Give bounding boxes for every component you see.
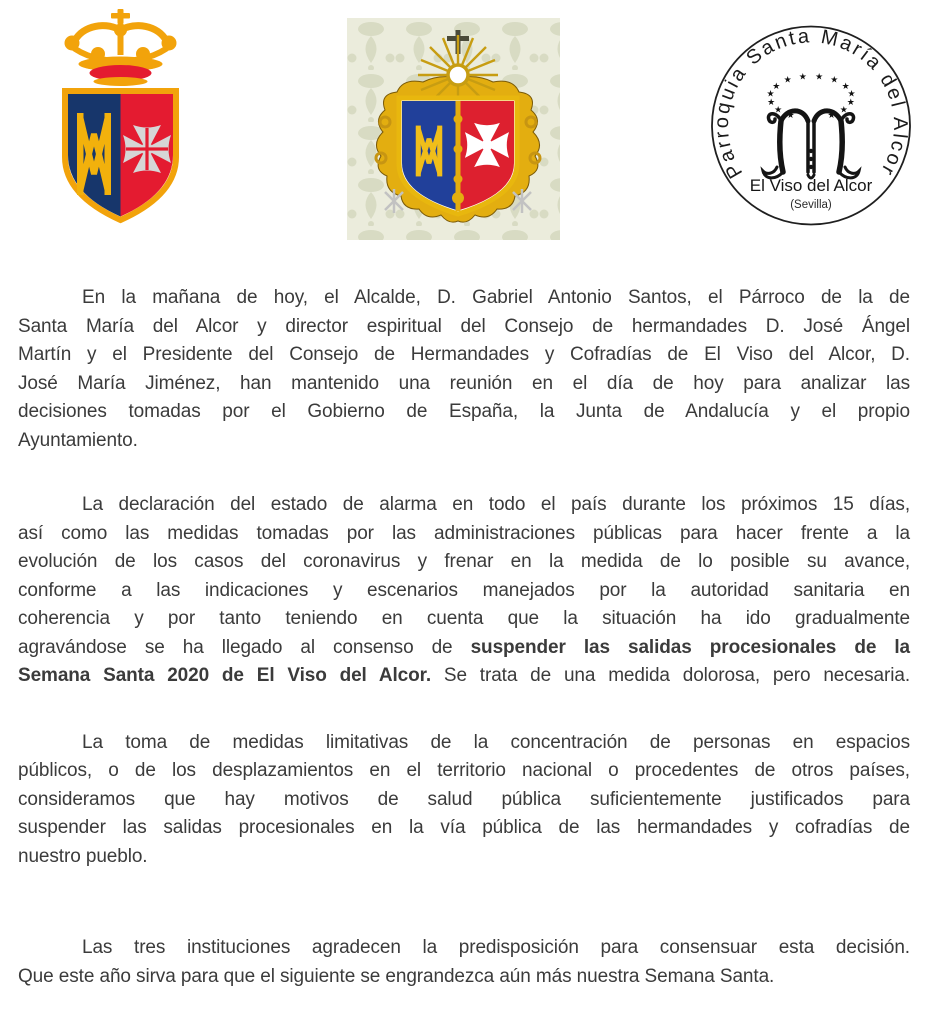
text-line [18,577,910,606]
text-segment: públicos, o de los desplazamientos en el territorio nacional o procedentes de otros países, [18,760,910,781]
star-icon: ★ [766,88,775,99]
town-shield [65,91,176,220]
bold-text-segment: suspender las salidas procesionales de la [470,636,910,658]
text-line [18,491,910,520]
text-segment: José María Jiménez, han mantenido una reunión en el día de hoy para analizar las [18,372,910,394]
text-line [18,729,910,758]
header-emblems [0,0,947,240]
text-segment: Las tres instituciones agradecen la predisposición para consensuar esta decisión. [82,937,910,958]
text-line [18,520,910,549]
text-line [18,757,910,786]
text-segment: así como las medidas tomadas por las administraciones públicas para hacer frente a la [18,522,910,544]
seal-arc-text: Parroquia Santa María del Alcor [710,25,912,182]
text-segment: La declaración del estado de alarma en todo el país durante los próximos 15 días, [82,494,910,515]
text-line [18,814,910,843]
royal-crown-icon [65,9,177,86]
seal-city-text: El Viso del Alcor [749,176,873,195]
text-segment: agravándose se ha llegado al consenso de [18,636,471,658]
shield-left-half [68,94,121,217]
parish-seal-icon [708,21,914,230]
star-icon: ★ [772,80,781,91]
bold-text-segment: Semana Santa 2020 de El Viso del Alcor. [18,665,432,686]
text-line [18,313,910,342]
town-coat-of-arms-icon [60,9,181,224]
paragraph [18,729,910,872]
star-icon: ★ [783,74,792,85]
text-line [18,427,910,456]
star-icon: ★ [774,104,783,115]
paragraph [18,491,910,691]
text-line [18,605,910,634]
text-line [18,634,910,663]
council-shield [399,98,517,214]
star-icon: ★ [827,110,836,121]
text-segment: Ayuntamiento. [18,429,138,451]
text-segment: Santa María del Alcor y director espiritual del Consejo de hermandades D. José Ángel [18,315,910,337]
star-icon: ★ [815,71,824,82]
text-line [18,398,910,427]
text-line [18,284,910,313]
text-segment: suspender las salidas procesionales en la vía pública de las hermandades y cofradías de [18,817,910,838]
star-icon: ★ [767,97,776,107]
star-icon: ★ [847,88,856,99]
text-segment: coherencia y por tanto teniendo en cuenta que la situación ha ido gradualmente [18,608,910,629]
star-icon: ★ [830,74,839,85]
document-body [18,284,910,991]
seal-province-text: (Sevilla) [790,199,832,211]
text-line [18,786,910,815]
star-icon: ★ [839,104,848,115]
text-segment: En la mañana de hoy, el Alcalde, D. Gabriel Antonio Santos, el Párroco de la de [82,287,910,308]
text-line [18,843,910,872]
text-line [18,548,910,577]
text-segment: Martín y el Presidente del Consejo de Hermandades y Cofradías de El Viso del Alcor, D. [18,344,910,365]
text-segment: consideramos que hay motivos de salud pública suficientemente justificados para [18,788,910,810]
text-segment: decisiones tomadas por el Gobierno de España, la Junta de Andalucía y el propio [18,401,910,422]
text-line [18,934,910,963]
text-segment: nuestro pueblo. [18,845,148,867]
paragraph [18,284,910,455]
star-icon: ★ [786,110,795,121]
star-icon: ★ [841,80,850,91]
text-segment: evolución de los casos del coronavirus y frenar en la medida de lo posible su avance, [18,551,910,572]
text-segment: conforme a las indicaciones y escenarios manejados por la autoridad sanitaria en [18,579,910,601]
text-segment: La toma de medidas limitativas de la concentración de personas en espacios [82,731,910,753]
text-segment: Se trata de una medida dolorosa, pero necesaria. [431,665,910,686]
text-line [18,662,910,691]
star-icon: ★ [798,71,807,82]
council-coat-of-arms-icon [347,18,560,240]
paragraph [18,934,910,991]
text-line [18,341,910,370]
star-icon: ★ [846,97,855,107]
text-line [18,963,910,992]
text-line [18,370,910,399]
text-segment: Que este año sirva para que el siguiente se engrandezca aún más nuestra Semana Santa. [18,965,775,987]
